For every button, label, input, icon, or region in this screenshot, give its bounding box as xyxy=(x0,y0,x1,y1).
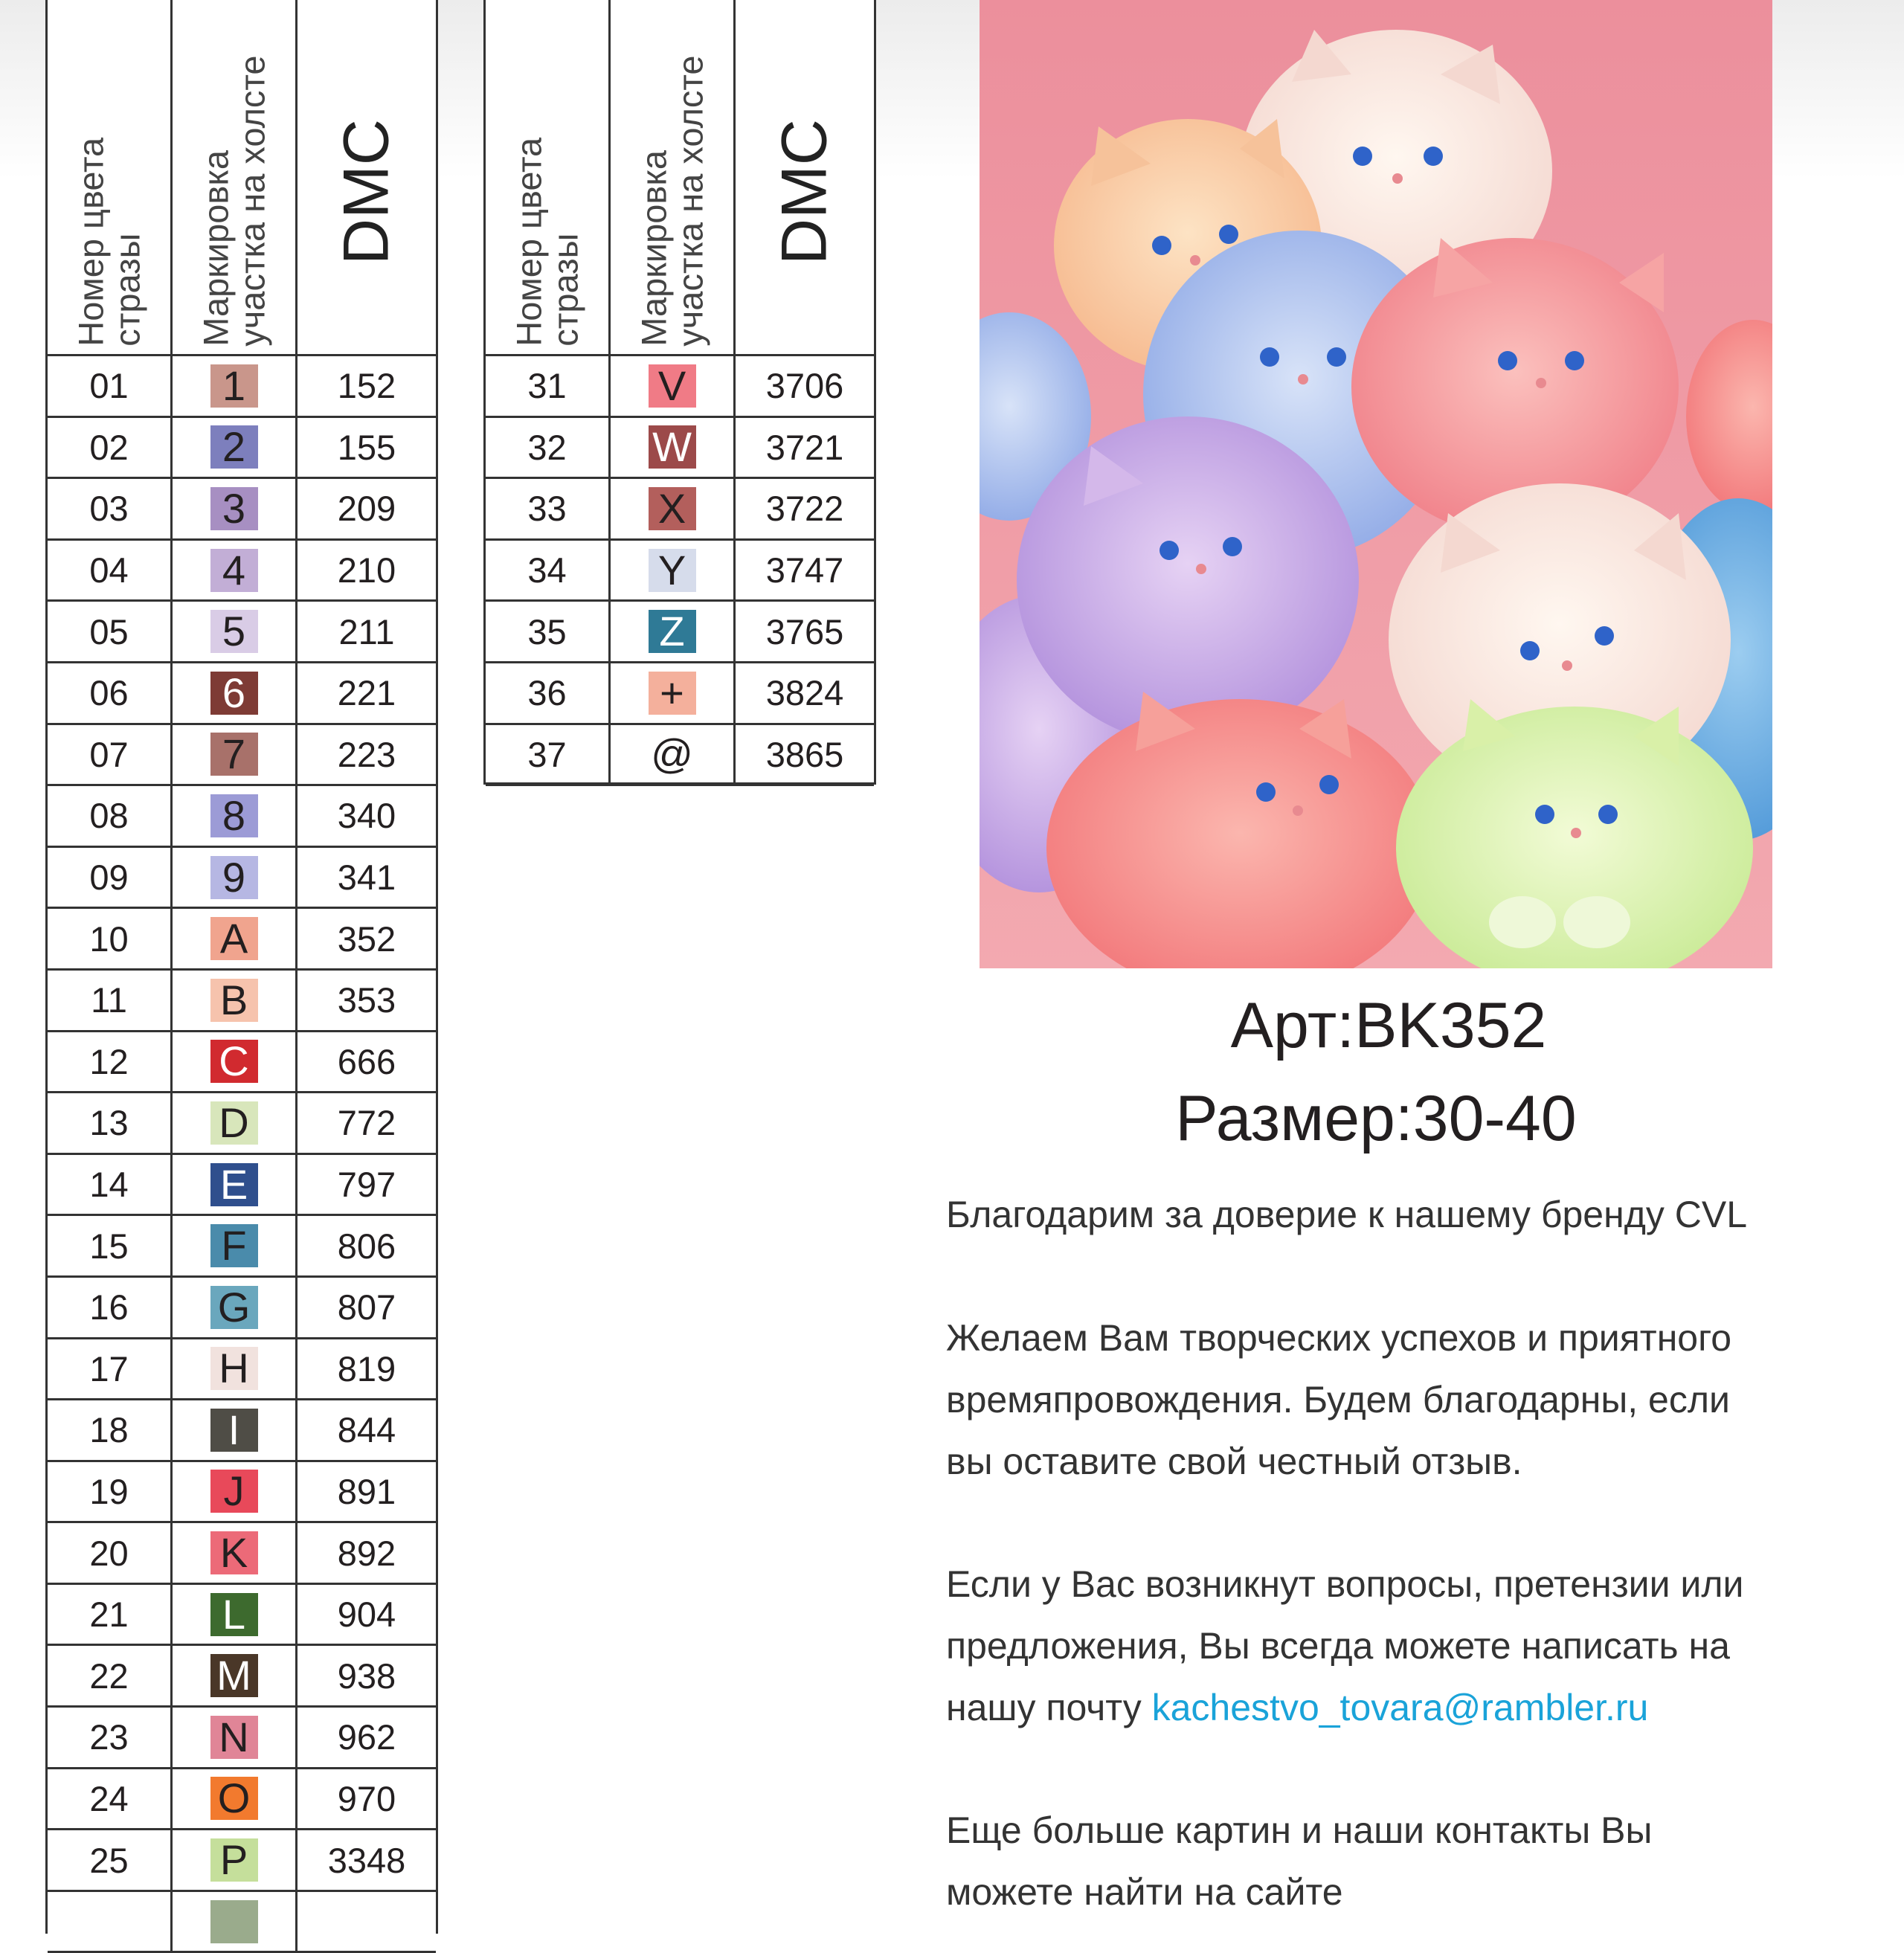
header-label: Номер цвета xyxy=(509,138,549,347)
marking-cell xyxy=(173,479,298,538)
color-number: 08 xyxy=(48,786,173,846)
dmc-code: 3721 xyxy=(765,427,844,467)
color-swatch: C xyxy=(210,1040,258,1083)
dmc-code: 970 xyxy=(337,1778,396,1818)
marking-cell xyxy=(611,602,736,661)
legend-row xyxy=(48,1708,436,1769)
legend-rows xyxy=(486,356,874,786)
legend-row xyxy=(48,1155,436,1217)
color-number: 22 xyxy=(48,1646,173,1705)
header-label: участка на холсте xyxy=(670,55,710,347)
color-swatch: + xyxy=(649,672,696,715)
color-swatch: P xyxy=(210,1838,258,1882)
legend-row xyxy=(48,1892,436,1953)
marking-cell xyxy=(611,356,736,416)
color-legend-table-right xyxy=(483,0,876,785)
legend-row xyxy=(48,1585,436,1647)
color-number: 21 xyxy=(48,1585,173,1644)
legend-row xyxy=(48,1523,436,1585)
color-swatch: 6 xyxy=(210,672,258,715)
marking-cell xyxy=(611,541,736,600)
legend-row xyxy=(48,1093,436,1155)
legend-row xyxy=(48,725,436,787)
color-number: 19 xyxy=(48,1462,173,1522)
dmc-code: 152 xyxy=(337,366,396,406)
header-color-number xyxy=(48,0,173,354)
legend-row xyxy=(48,1769,436,1831)
color-swatch xyxy=(210,1900,258,1943)
product-picture-kittens xyxy=(980,0,1772,968)
color-swatch: 9 xyxy=(210,856,258,899)
legend-row xyxy=(486,356,874,418)
dmc-code: 666 xyxy=(337,1041,396,1081)
color-number: 33 xyxy=(486,479,611,538)
dmc-code: 3747 xyxy=(765,550,844,591)
color-swatch: M xyxy=(210,1654,258,1697)
marking-cell xyxy=(173,418,298,477)
header-label: Маркировка xyxy=(634,150,674,347)
dmc-code: 3865 xyxy=(765,734,844,774)
legend-row xyxy=(48,418,436,480)
dmc-code: 797 xyxy=(337,1165,396,1205)
thanks-text: Благодарим за доверие к нашему бренду CVL xyxy=(946,1194,1748,1235)
color-swatch: L xyxy=(210,1593,258,1636)
color-swatch: Z xyxy=(649,610,696,653)
contact-line xyxy=(946,1677,1876,1739)
color-swatch: @ xyxy=(649,733,696,776)
contact-prefix: нашу почту xyxy=(946,1687,1152,1728)
marking-cell xyxy=(173,1585,298,1644)
marking-cell xyxy=(173,786,298,846)
color-swatch: 8 xyxy=(210,794,258,837)
more-line: Еще больше картин и наши контакты Вы xyxy=(946,1809,1653,1851)
marking-cell xyxy=(173,1155,298,1214)
dmc-code: 223 xyxy=(337,734,396,774)
color-swatch: G xyxy=(210,1286,258,1329)
dmc-code: 3722 xyxy=(765,489,844,529)
marking-cell xyxy=(173,1032,298,1092)
marking-cell xyxy=(173,1339,298,1399)
color-swatch: O xyxy=(210,1777,258,1820)
marking-cell xyxy=(173,541,298,600)
legend-row xyxy=(486,725,874,787)
color-swatch: J xyxy=(210,1470,258,1513)
marking-cell xyxy=(173,1278,298,1337)
color-number: 07 xyxy=(48,725,173,785)
legend-row xyxy=(48,971,436,1032)
wishes-line: вы оставите свой честный отзыв. xyxy=(946,1441,1522,1482)
marking-cell xyxy=(173,1093,298,1153)
dmc-code: 806 xyxy=(337,1226,396,1266)
header-canvas-marking xyxy=(173,0,298,354)
legend-row xyxy=(48,848,436,910)
color-swatch: D xyxy=(210,1101,258,1145)
legend-row xyxy=(48,1462,436,1524)
color-number: 32 xyxy=(486,418,611,477)
legend-row xyxy=(486,602,874,663)
color-number: 20 xyxy=(48,1523,173,1583)
marking-cell xyxy=(611,725,736,785)
legend-row xyxy=(48,909,436,971)
color-swatch: W xyxy=(649,425,696,469)
dmc-code xyxy=(298,1892,436,1952)
legend-row xyxy=(486,418,874,480)
color-swatch: 5 xyxy=(210,610,258,653)
dmc-code: 210 xyxy=(337,550,396,591)
color-number: 14 xyxy=(48,1155,173,1214)
dmc-code: 221 xyxy=(337,673,396,713)
legend-row xyxy=(48,602,436,663)
dmc-code: 3824 xyxy=(765,673,844,713)
color-number: 11 xyxy=(48,971,173,1030)
header-canvas-marking xyxy=(611,0,736,354)
dmc-code: 938 xyxy=(337,1656,396,1696)
canvas-size: Размер:30-40 xyxy=(1175,1083,1577,1154)
dmc-code: 3706 xyxy=(765,366,844,406)
marking-cell xyxy=(173,909,298,968)
legend-header xyxy=(486,0,874,356)
marking-cell xyxy=(173,1830,298,1890)
dmc-code: 341 xyxy=(337,858,396,898)
legend-rows xyxy=(48,356,436,1953)
color-number: 31 xyxy=(486,356,611,416)
color-number: 06 xyxy=(48,663,173,723)
legend-row xyxy=(48,1400,436,1462)
contact-paragraph xyxy=(946,1554,1876,1739)
header-dmc xyxy=(298,0,436,354)
email-link[interactable]: kachestvo_tovara@rambler.ru xyxy=(1151,1687,1649,1728)
color-number: 36 xyxy=(486,663,611,723)
color-number: 35 xyxy=(486,602,611,661)
color-swatch: Y xyxy=(649,549,696,592)
legend-row xyxy=(48,663,436,725)
color-number: 03 xyxy=(48,479,173,538)
marking-cell xyxy=(173,1462,298,1522)
header-label: стразы xyxy=(107,233,147,347)
header-label: Маркировка xyxy=(196,150,236,347)
color-swatch: 4 xyxy=(210,549,258,592)
dmc-code: 155 xyxy=(337,427,396,467)
legend-row xyxy=(48,1830,436,1892)
color-number: 25 xyxy=(48,1830,173,1890)
color-number: 23 xyxy=(48,1708,173,1767)
color-swatch: X xyxy=(649,487,696,530)
legend-row xyxy=(48,541,436,602)
marking-cell xyxy=(173,356,298,416)
color-swatch: I xyxy=(210,1409,258,1452)
color-number: 05 xyxy=(48,602,173,661)
color-number: 12 xyxy=(48,1032,173,1092)
dmc-code: 962 xyxy=(337,1717,396,1757)
color-legend-table-left xyxy=(45,0,438,1934)
legend-row xyxy=(486,479,874,541)
article-code: Арт:BK352 xyxy=(1230,990,1547,1061)
color-swatch: 7 xyxy=(210,733,258,776)
marking-cell xyxy=(173,1523,298,1583)
color-number: 04 xyxy=(48,541,173,600)
marking-cell xyxy=(173,1216,298,1275)
dmc-code: 891 xyxy=(337,1471,396,1511)
legend-row xyxy=(486,541,874,602)
dmc-code: 819 xyxy=(337,1348,396,1389)
header-color-number xyxy=(486,0,611,354)
dmc-code: 352 xyxy=(337,918,396,959)
header-label: Номер цвета xyxy=(71,138,111,347)
color-number xyxy=(48,1892,173,1952)
color-swatch: 3 xyxy=(210,487,258,530)
legend-row xyxy=(48,479,436,541)
header-label: участка на холсте xyxy=(232,55,272,347)
color-swatch: A xyxy=(210,917,258,960)
legend-row xyxy=(48,1278,436,1339)
legend-row xyxy=(48,786,436,848)
legend-row xyxy=(486,663,874,725)
more-paragraph xyxy=(946,1800,1876,1923)
dmc-code: 904 xyxy=(337,1595,396,1635)
color-number: 10 xyxy=(48,909,173,968)
dmc-code: 807 xyxy=(337,1287,396,1328)
marking-cell xyxy=(611,418,736,477)
legend-header xyxy=(48,0,436,356)
color-swatch: 1 xyxy=(210,364,258,408)
color-swatch: N xyxy=(210,1716,258,1759)
kittens-illustration xyxy=(980,0,1772,968)
marking-cell xyxy=(611,663,736,723)
marking-cell xyxy=(173,1708,298,1767)
color-swatch: B xyxy=(210,979,258,1022)
wishes-paragraph xyxy=(946,1307,1876,1493)
dmc-code: 340 xyxy=(337,796,396,836)
color-number: 24 xyxy=(48,1769,173,1829)
legend-row xyxy=(48,1032,436,1094)
dmc-code: 3348 xyxy=(327,1840,406,1880)
color-number: 18 xyxy=(48,1400,173,1460)
dmc-code: 772 xyxy=(337,1103,396,1143)
marking-cell xyxy=(173,1400,298,1460)
color-number: 09 xyxy=(48,848,173,907)
marking-cell xyxy=(611,479,736,538)
dmc-code: 209 xyxy=(337,489,396,529)
legend-row xyxy=(48,356,436,418)
color-swatch: 2 xyxy=(210,425,258,469)
color-number: 17 xyxy=(48,1339,173,1399)
color-swatch: E xyxy=(210,1163,258,1206)
dmc-code: 211 xyxy=(338,611,395,651)
wishes-line: времяпровождения. Будем благодарны, если xyxy=(946,1379,1730,1420)
marking-cell xyxy=(173,725,298,785)
legend-row xyxy=(48,1646,436,1708)
more-line: можете найти на сайте xyxy=(946,1871,1343,1913)
color-number: 15 xyxy=(48,1216,173,1275)
color-swatch: F xyxy=(210,1224,258,1267)
marking-cell xyxy=(173,1892,298,1952)
marking-cell xyxy=(173,848,298,907)
wishes-line: Желаем Вам творческих успехов и приятного xyxy=(946,1317,1732,1359)
marking-cell xyxy=(173,971,298,1030)
contact-line: предложения, Вы всегда можете написать на xyxy=(946,1625,1730,1667)
color-swatch: V xyxy=(649,364,696,408)
header-label: DMC xyxy=(330,119,402,265)
color-number: 01 xyxy=(48,356,173,416)
marking-cell xyxy=(173,1769,298,1829)
dmc-code: 844 xyxy=(337,1410,396,1450)
color-number: 16 xyxy=(48,1278,173,1337)
header-dmc xyxy=(736,0,874,354)
header-label: стразы xyxy=(545,233,585,347)
color-number: 02 xyxy=(48,418,173,477)
color-swatch: K xyxy=(210,1531,258,1574)
color-number: 34 xyxy=(486,541,611,600)
color-number: 13 xyxy=(48,1093,173,1153)
marking-cell xyxy=(173,602,298,661)
dmc-code: 3765 xyxy=(765,611,844,651)
dmc-code: 892 xyxy=(337,1533,396,1573)
contact-line: Если у Вас возникнут вопросы, претензии или xyxy=(946,1563,1744,1605)
dmc-code: 353 xyxy=(337,980,396,1020)
legend-row xyxy=(48,1216,436,1278)
header-label: DMC xyxy=(768,119,840,265)
legend-row xyxy=(48,1339,436,1401)
marking-cell xyxy=(173,1646,298,1705)
color-number: 37 xyxy=(486,725,611,785)
color-swatch: H xyxy=(210,1347,258,1390)
marking-cell xyxy=(173,663,298,723)
